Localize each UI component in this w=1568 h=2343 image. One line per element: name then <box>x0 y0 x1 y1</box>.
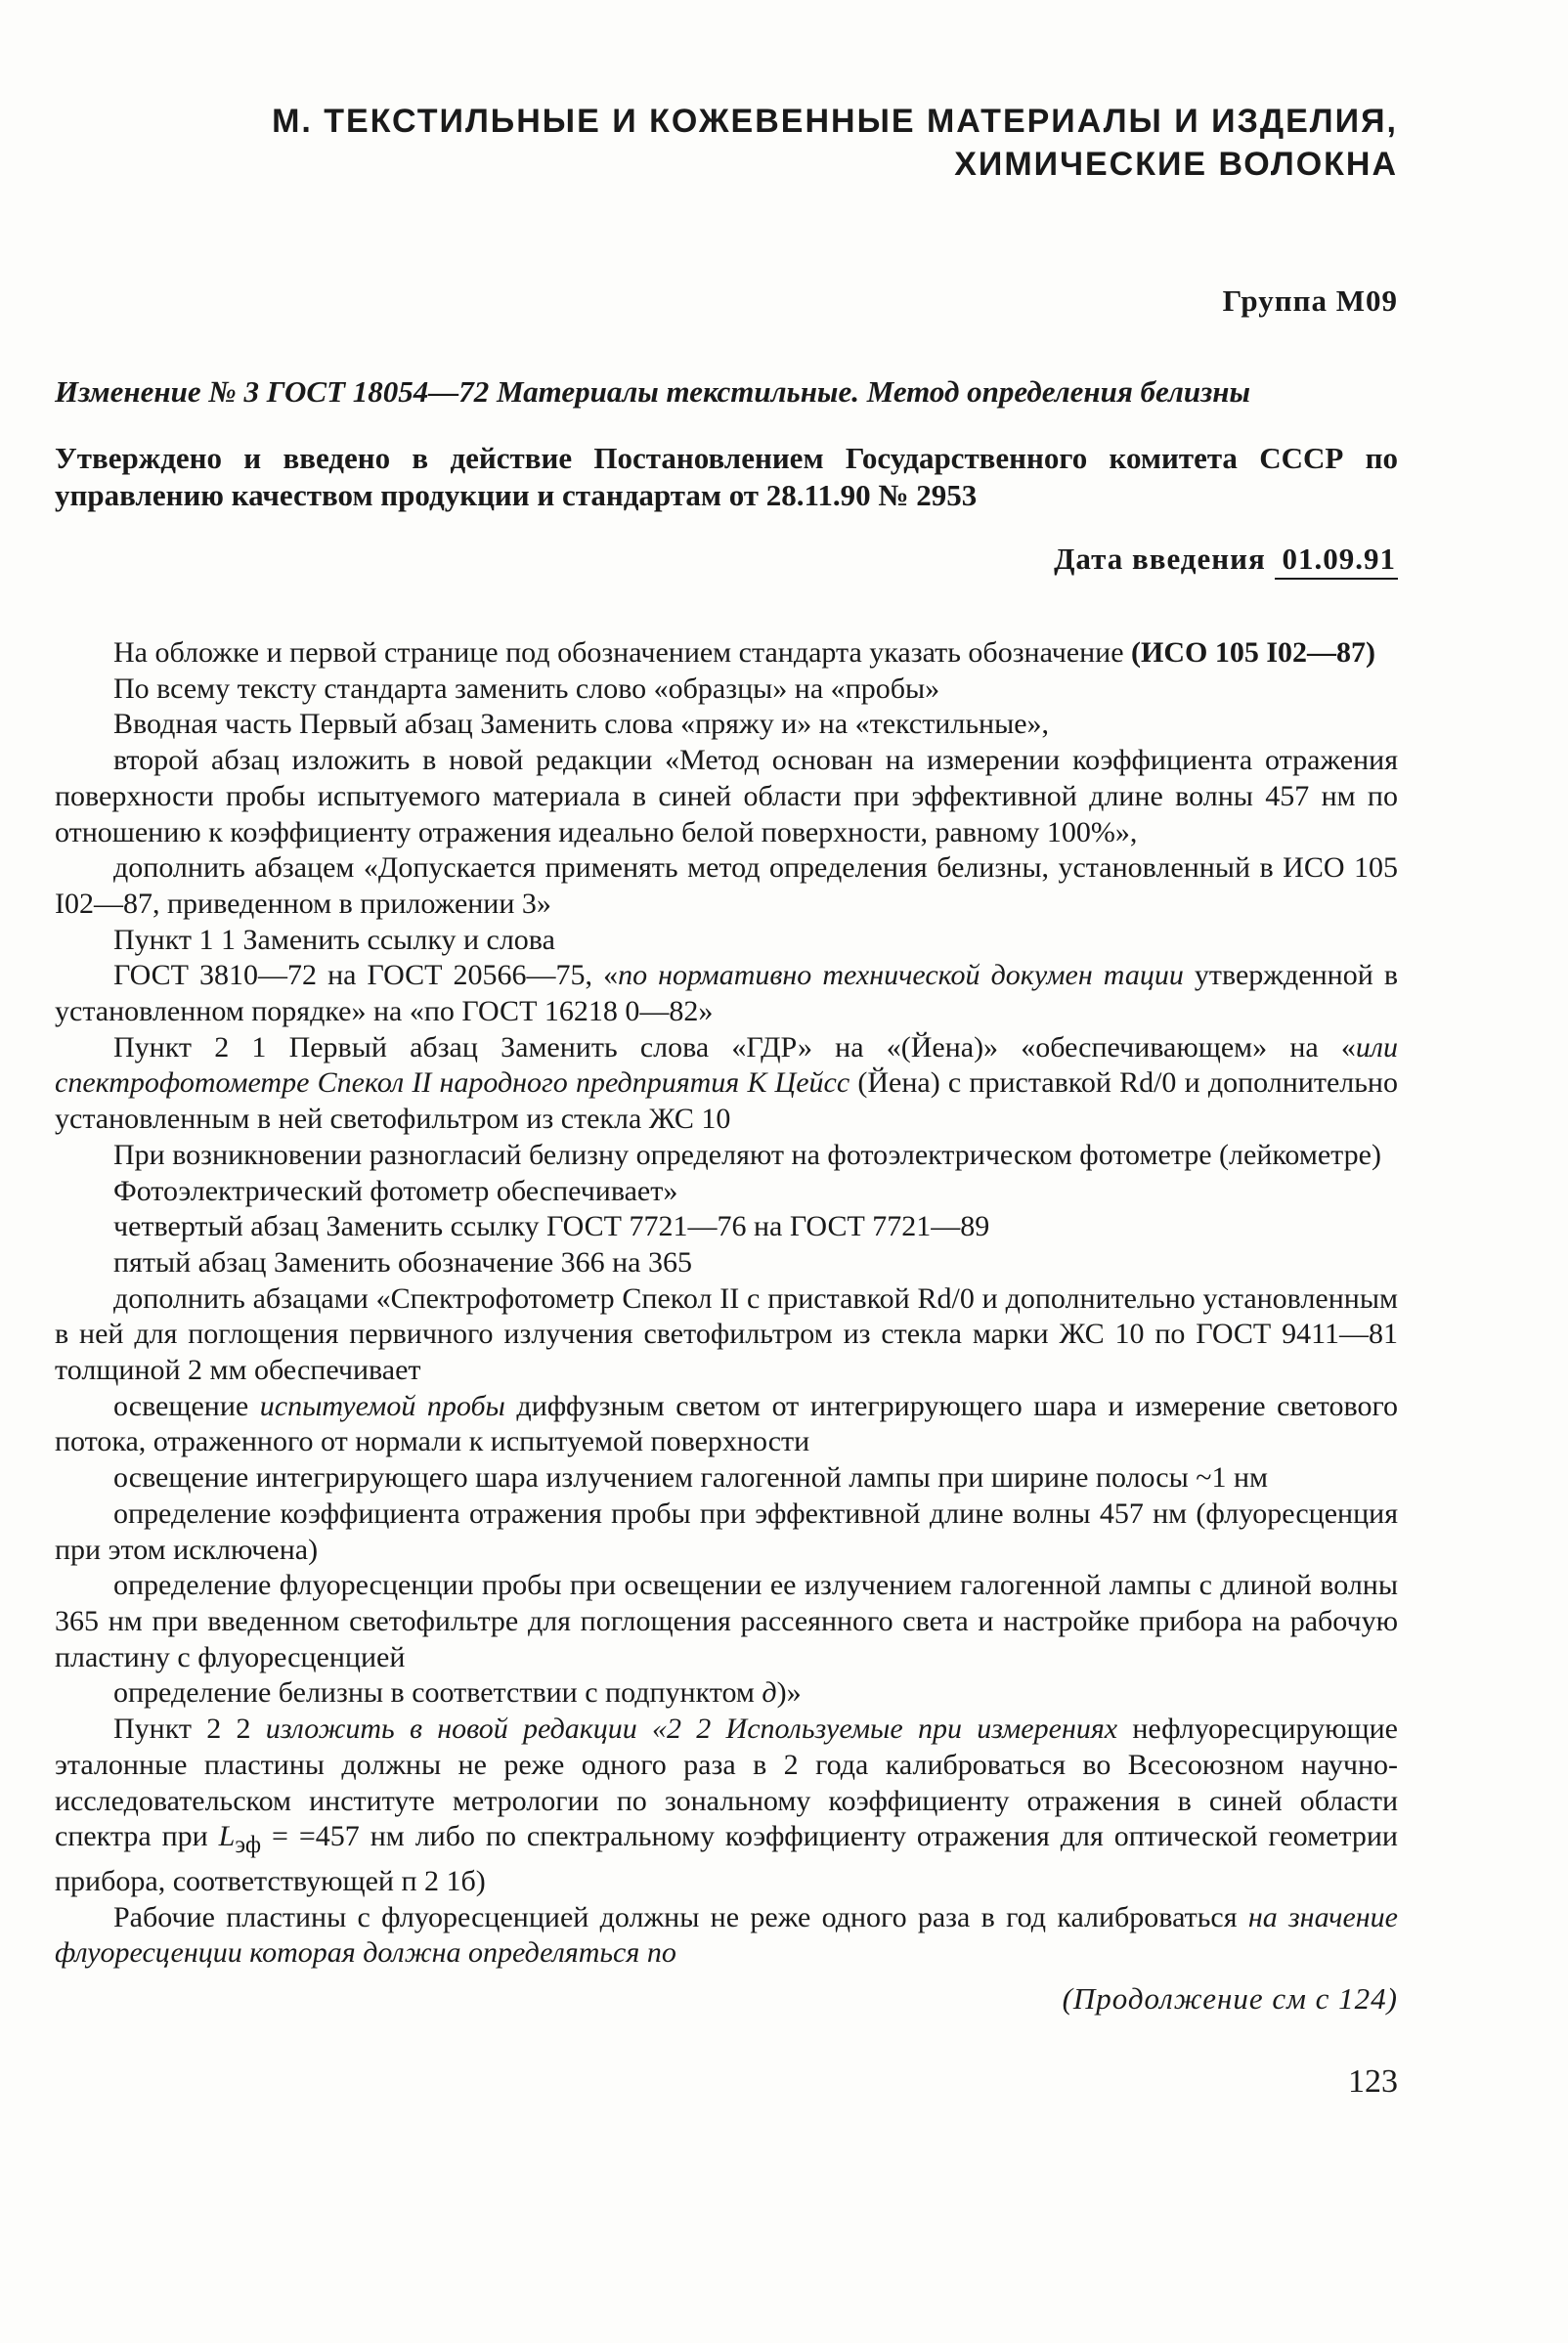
paragraph: На обложке и первой странице под обозначением стандарта указать обозначение (ИСО 105 I02—87) <box>113 636 1376 669</box>
paragraph: По всему тексту стандарта заменить слово «образцы» на «пробы» <box>113 672 940 705</box>
effective-date-value: 01.09.91 <box>1275 542 1399 580</box>
paragraph: Пункт 1 1 Заменить ссылку и слова <box>113 923 555 956</box>
paragraph: определение белизны в соответствии с подпунктом д)» <box>113 1676 802 1710</box>
paragraph: Пункт 2 2 изложить в новой редакции «2 2 Используемые при измерениях нефлуоресцирующие эталонные пластины должны не реже одного раза в 2 года калиброваться во Всесоюзном научно-исследовательском институте метрологии по зональному коэффициенту отражения в синей области спектра при $L_{эф} = =457$ нм либо по спектральному коэффициенту отражения для оптической геометрии прибора, соответствующей п 2 1б) <box>55 1713 1398 1897</box>
paragraph: ГОСТ 3810—72 на ГОСТ 20566—75, «по нормативно технической докумен тации утвержденной в установленном порядке» на «по ГОСТ 16218 0—82» <box>55 959 1398 1028</box>
page-content <box>55 100 1398 2101</box>
paragraph: При возникновении разногласий белизну определяют на фотоэлектрическом фотометре (лейкометре) <box>113 1138 1381 1171</box>
paragraph: освещение интегрирующего шара излучением галогенной лампы при ширине полосы ~1 нм <box>113 1461 1269 1495</box>
group-label: Группа М09 <box>1222 283 1398 318</box>
body-text <box>55 635 1398 1972</box>
paragraph: пятый абзац Заменить обозначение 366 на 365 <box>113 1245 693 1279</box>
paragraph: Вводная часть Первый абзац Заменить слова «пряжу и» на «текстильные», <box>113 708 1050 741</box>
paragraph: Пункт 2 1 Первый абзац Заменить слова «ГДР» на «(Йена)» «обеспечивающем» на «или спектрофотометре Спекол II народного предприятия К Цейсс (Йена) с приставкой Rd/0 и дополнительно установленным в ней светофильтром из стекла ЖС 10 <box>55 1030 1398 1136</box>
effective-date-label: Дата введения <box>1054 542 1266 576</box>
continuation-note: (Продолжение см с 124) <box>1062 1981 1398 2017</box>
paragraph: определение коэффициента отражения пробы при эффективной длине волны 457 нм (флуоресценция при этом исключена) <box>55 1497 1398 1566</box>
effective-date <box>55 542 1398 577</box>
paragraph: четвертый абзац Заменить ссылку ГОСТ 7721—76 на ГОСТ 7721—89 <box>113 1210 990 1243</box>
paragraph: Фотоэлектрический фотометр обеспечивает» <box>113 1174 678 1207</box>
section-title-line2: ХИМИЧЕСКИЕ ВОЛОКНА <box>954 146 1398 183</box>
section-title-line1: М. ТЕКСТИЛЬНЫЕ И КОЖЕВЕННЫЕ МАТЕРИАЛЫ И ИЗДЕЛИЯ, <box>272 103 1398 140</box>
paragraph: определение флуоресценции пробы при освещении ее излучением галогенной лампы с длиной волны 365 нм при введенном светофильтре для поглощения рассеянного света и настройке прибора на рабочую пластину с флуоресценцией <box>55 1569 1398 1673</box>
page-number: 123 <box>1348 2063 1398 2101</box>
paragraph: Рабочие пластины с флуоресценцией должны не реже одного раза в год калиброваться на значение флуоресценции которая должна определяться по <box>55 1900 1398 1970</box>
approval-statement: Утверждено и введено в действие Постановлением Государственного комитета СССР по управлению качеством продукции и стандартам от 28.11.90 № 2953 <box>55 441 1398 512</box>
paragraph: освещение испытуемой пробы диффузным светом от интегрирующего шара и измерение светового потока, отраженного от нормали к испытуемой поверхности <box>55 1389 1399 1458</box>
paragraph: дополнить абзацами «Спектрофотометр Спекол II с приставкой Rd/0 и дополнительно установленным в ней для поглощения первичного излучения светофильтром из стекла марки ЖС 10 по ГОСТ 9411—81 толщиной 2 мм обеспечивает <box>55 1281 1398 1387</box>
paragraph: второй абзац изложить в новой редакции «Метод основан на измерении коэффициента отражения поверхности пробы испытуемого материала в синей области при эффективной длине волны 457 нм по отношению к коэффициенту отражения идеально белой поверхности, равному 100%», <box>55 744 1398 848</box>
iso-code: (ИСО 105 I02—87) <box>1131 636 1376 669</box>
change-title: Изменение № 3 ГОСТ 18054—72 Материалы текстильные. Метод определения белизны <box>55 374 1250 409</box>
paragraph: дополнить абзацем «Допускается применять метод определения белизны, установленный в ИСО 105 I02—87, приведенном в приложении 3» <box>55 851 1398 920</box>
